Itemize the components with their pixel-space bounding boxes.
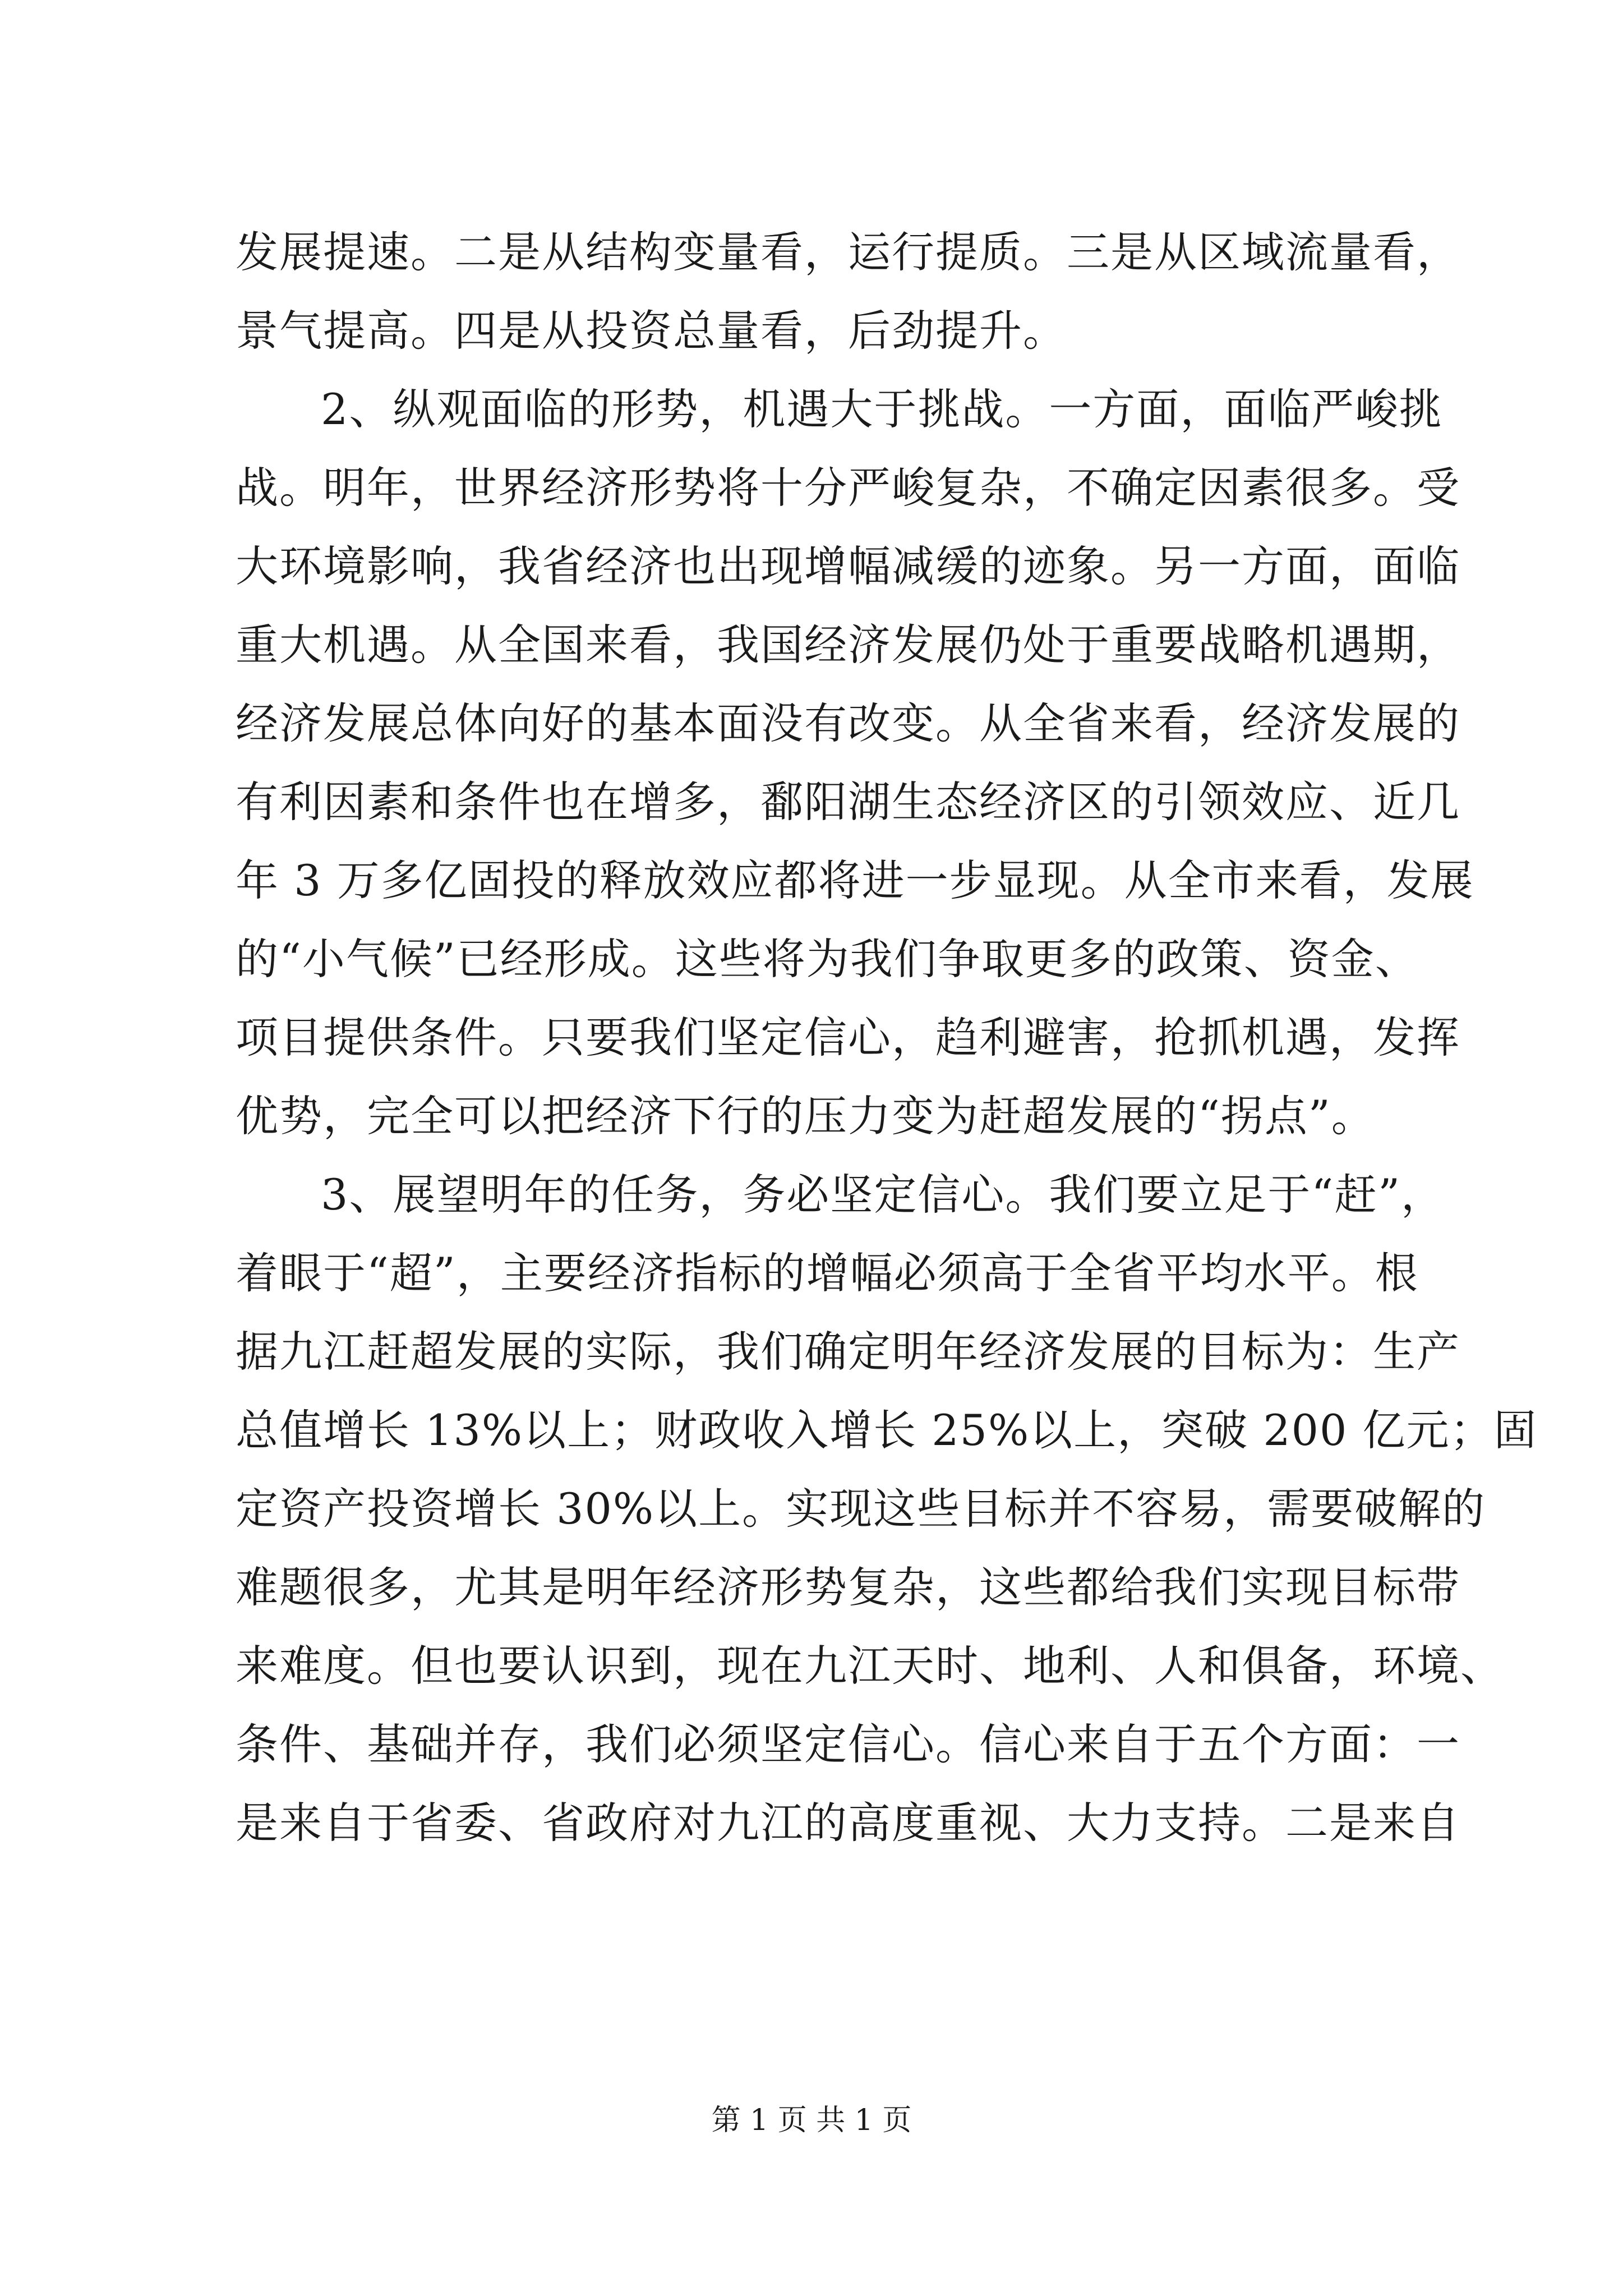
text-line: 发展提速。二是从结构变量看，运行提质。三是从区域流量看，: [236, 227, 1460, 277]
paragraph-start-line: 3、展望明年的任务，务必坚定信心。我们要立足于“赶”，: [321, 1170, 1445, 1220]
text-line: 定资产投资增长 30%以上。实现这些目标并不容易，需要破解的: [236, 1484, 1486, 1534]
text-line: 总值增长 13%以上；财政收入增长 25%以上，突破 200 亿元；固: [236, 1405, 1538, 1455]
text-line: 有利因素和条件也在增多，鄱阳湖生态经济区的引领效应、近几: [236, 777, 1460, 827]
text-line: 条件、基础并存，我们必须坚定信心。信心来自于五个方面：一: [236, 1719, 1460, 1769]
text-line: 着眼于“超”，主要经济指标的增幅必须高于全省平均水平。根: [236, 1248, 1419, 1298]
text-line: 来难度。但也要认识到，现在九江天时、地利、人和俱备，环境、: [236, 1641, 1504, 1691]
text-line: 景气提高。四是从投资总量看，后劲提升。: [236, 306, 1067, 356]
page-number-label: 第 1 页 共 1 页: [711, 2104, 912, 2137]
page-footer: [0, 2101, 1623, 2140]
paragraph-start-line: 2、纵观面临的形势，机遇大于挑战。一方面，面临严峻挑: [321, 384, 1443, 434]
document-body: [236, 213, 1538, 1862]
text-line: 难题很多，尤其是明年经济形势复杂，这些都给我们实现目标带: [236, 1562, 1460, 1612]
text-line: 据九江赶超发展的实际，我们确定明年经济发展的目标为：生产: [236, 1327, 1460, 1377]
text-line: 战。明年，世界经济形势将十分严峻复杂，不确定因素很多。受: [236, 463, 1460, 513]
text-line: 的“小气候”已经形成。这些将为我们争取更多的政策、资金、: [236, 934, 1419, 984]
text-line: 重大机遇。从全国来看，我国经济发展仍处于重要战略机遇期，: [236, 620, 1460, 670]
text-line: 大环境影响，我省经济也出现增幅减缓的迹象。另一方面，面临: [236, 541, 1460, 591]
text-line: 优势，完全可以把经济下行的压力变为赶超发展的“拐点”。: [236, 1091, 1375, 1141]
text-line: 年 3 万多亿固投的释放效应都将进一步显现。从全市来看，发展: [236, 855, 1474, 905]
text-line: 项目提供条件。只要我们坚定信心，趋利避害，抢抓机遇，发挥: [236, 1013, 1460, 1062]
text-line: 是来自于省委、省政府对九江的高度重视、大力支持。二是来自: [236, 1798, 1460, 1848]
text-line: 经济发展总体向好的基本面没有改变。从全省来看，经济发展的: [236, 698, 1460, 748]
